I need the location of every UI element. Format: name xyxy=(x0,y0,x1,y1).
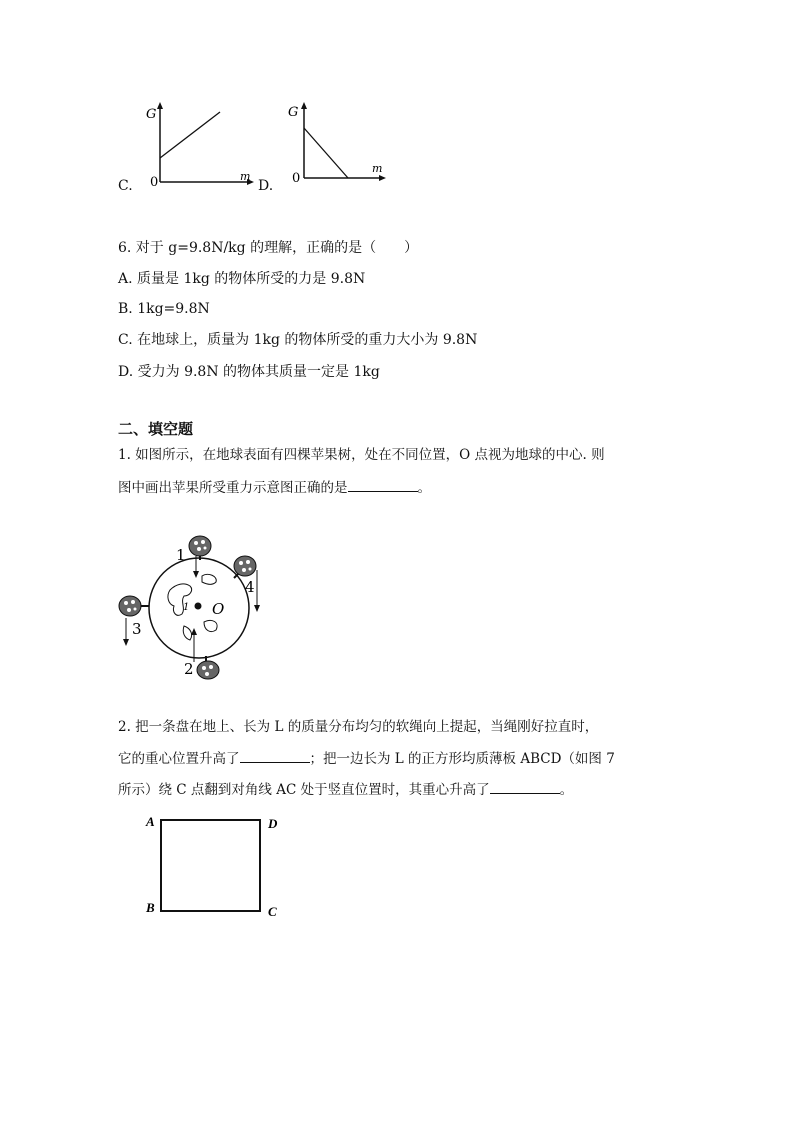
tree-label-1: 1 xyxy=(176,546,186,564)
origin-label: 0 xyxy=(292,171,301,186)
square-figure xyxy=(140,808,290,920)
earth-figure xyxy=(112,530,282,680)
y-axis-arrow xyxy=(157,102,163,109)
x-axis-arrow xyxy=(379,175,386,181)
tree-label-4: 4 xyxy=(245,578,255,596)
q1-line2-suffix: 。 xyxy=(417,480,431,496)
q1-answer-blank[interactable] xyxy=(348,477,418,492)
q2-line2-prefix: 它的重心位置升高了 xyxy=(118,751,240,767)
tree-label-3: 3 xyxy=(132,620,142,638)
center-arrow-label: 1 xyxy=(183,602,190,613)
q2-line3-suffix: 。 xyxy=(559,782,574,798)
q1-line2-prefix: 图中画出苹果所受重力示意图正确的是 xyxy=(118,480,348,496)
graph-c xyxy=(118,100,258,200)
q2-line3 xyxy=(118,779,573,800)
question6-option-a: A. 质量是 1kg 的物体所受的力是 9.8N xyxy=(118,271,366,287)
question6-stem: 6. 对于 g=9.8N/kg 的理解，正确的是（ ） xyxy=(118,240,419,256)
question6-option-c: C. 在地球上，质量为 1kg 的物体所受的重力大小为 9.8N xyxy=(118,332,478,348)
graph-d-plot xyxy=(284,100,394,190)
graph-d xyxy=(258,100,398,200)
graph-c-plot xyxy=(140,100,258,192)
q2-answer-blank-2[interactable] xyxy=(490,779,560,794)
x-axis-label: m xyxy=(240,170,251,183)
q2-line3-prefix: 所示）绕 C 点翻到对角线 AC 处于竖直位置时，其重心升高了 xyxy=(118,782,490,798)
option-d-label: D. xyxy=(258,178,274,194)
vertex-d: D xyxy=(268,816,278,831)
origin-label: 0 xyxy=(150,175,159,190)
vertex-c: C xyxy=(268,904,277,919)
q2-line2-suffix: ；把一边长为 L 的正方形均质薄板 ABCD（如图 7 xyxy=(309,751,615,767)
square-abcd xyxy=(161,820,260,911)
question6-option-d: D. 受力为 9.8N 的物体其质量一定是 1kg xyxy=(118,364,380,380)
q2-line2 xyxy=(118,748,615,769)
q2-line1: 2. 把一条盘在地上、长为 L 的质量分布均匀的软绳向上提起，当绳刚好拉直时， xyxy=(118,719,599,735)
y-axis-arrow xyxy=(301,102,307,109)
g-m-line xyxy=(160,112,220,158)
earth-center-label: O xyxy=(212,600,225,618)
vertex-b: B xyxy=(146,900,155,915)
q1-line1: 1. 如图所示，在地球表面有四棵苹果树，处在不同位置，O 点视为地球的中心. 则 xyxy=(118,447,605,463)
earth-center-dot xyxy=(195,603,202,610)
g-m-line xyxy=(304,128,348,178)
y-axis-label: G xyxy=(288,105,299,120)
tree-label-2: 2 xyxy=(184,660,194,678)
x-axis-label: m xyxy=(372,162,383,175)
vertex-a: A xyxy=(146,814,155,829)
q2-answer-blank-1[interactable] xyxy=(240,748,310,763)
y-axis-label: G xyxy=(146,107,157,122)
section-heading: 二、填空题 xyxy=(118,420,194,438)
question6-option-b: B. 1kg=9.8N xyxy=(118,301,210,317)
q1-line2 xyxy=(118,477,431,498)
option-c-label: C. xyxy=(118,178,133,194)
